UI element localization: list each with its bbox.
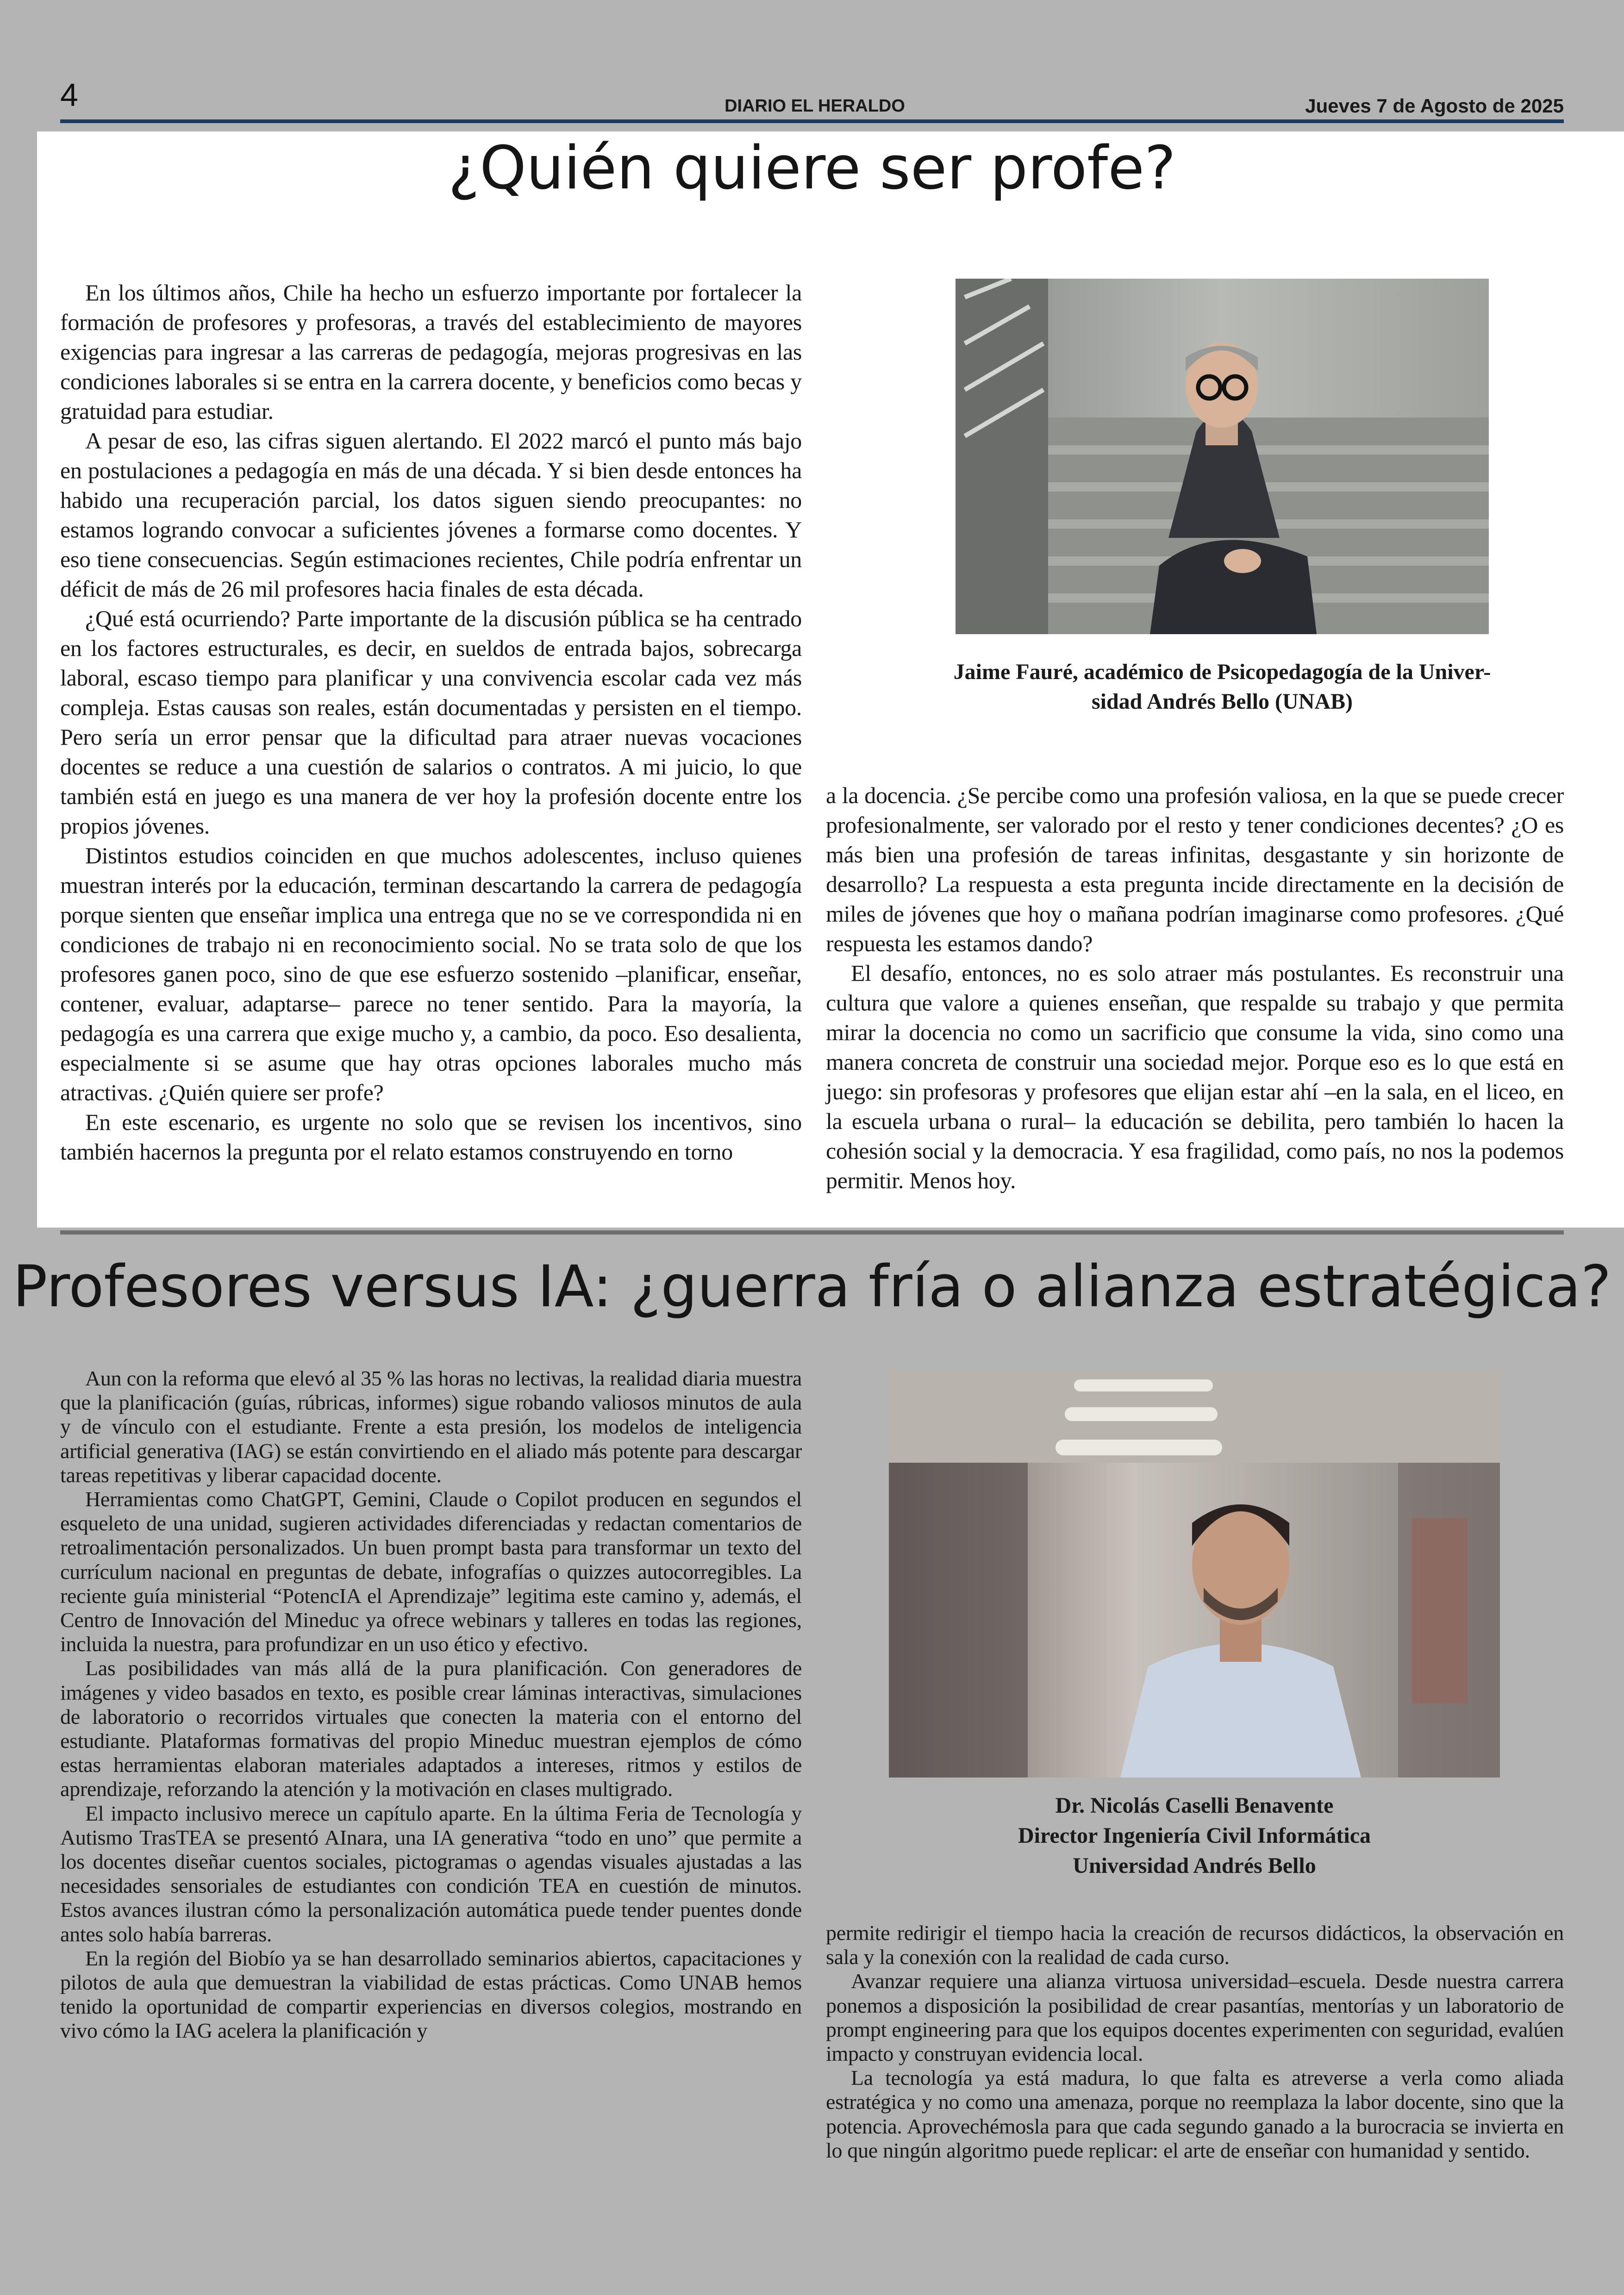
- article-2-right-column: [826, 1921, 1564, 2163]
- caption-line: Dr. Nicolás Caselli Benavente: [1055, 1793, 1334, 1818]
- photo-jaime-faure: [956, 279, 1489, 634]
- photo-2-caption: [889, 1790, 1500, 1881]
- paragraph: Distintos estudios coinciden en que muchos adolescentes, incluso quienes muestran interés por la educación, terminan descartando la carrera de pedagogía porque sienten que enseñar implica una entrega que no se ve correspondida ni en condiciones de trabajo ni en reconocimiento social. No se trata solo de que los profesores ganen poco, sino de que ese esfuerzo sostenido –planificar, enseñar, contener, evaluar, adaptarse– parece no tener sentido. Para la mayoría, la pedagogía es una carrera que exige mucho y, a cambio, da poco. Eso desalienta, especialmente si se asume que hay otras opciones laborales mucho más atractivas. ¿Quién quiere ser profe?: [60, 842, 802, 1105]
- caption-line: sidad Andrés Bello (UNAB): [1091, 689, 1353, 714]
- paragraph: ¿Qué está ocurriendo? Parte importante de la discusión pública se ha centrado en los factores estructurales, es decir, en sueldos de entrada bajos, sobrecarga laboral, escaso tiempo para planificar y una convivencia escolar cada vez más compleja. Estas causas son reales, están documentadas y persisten en el tiempo. Pero sería un error pensar que la dificultad para atraer nuevas vocaciones docentes se reduce a una cuestión de salarios o contratos. A mi juicio, lo que también está en juego es una manera de ver hoy la profesión docente entre los propios jóvenes.: [60, 605, 802, 839]
- paragraph: El desafío, entonces, no es solo atraer más postulantes. Es reconstruir una cultura que valore a quienes enseñan, que respalde su trabajo y que permita mirar la docencia no como un sacrificio que consume la vida, sino como una manera concreta de construir una sociedad mejor. Porque eso es lo que está en juego: sin profesoras y profesores que elijan estar ahí –en la sala, en el liceo, en la escuela urbana o rural– la educación se debilita, pero también lo hacen la cohesión social y la democracia. Y esa fragilidad, como país, no nos la podemos permitir. Menos hoy.: [826, 960, 1564, 1193]
- paragraph: El impacto inclusivo merece un capítulo aparte. En la última Feria de Tecnología y Autismo TrasTEA se presentó AInara, una IA generativa “todo en uno” que permite a los docentes diseñar cuentos sociales, pictogramas o agendas visuales ajustadas a las necesidades sensoriales de estudiantes con condición TEA en cuestión de minutos. Estos avances ilustran cómo la personalización automática puede tender puentes donde antes solo había barreras.: [60, 1801, 802, 1946]
- paragraph: En este escenario, es urgente no solo que se revisen los incentivos, sino también hacernos la pregunta por el relato estamos construyendo en torno: [60, 1109, 802, 1165]
- photo-1-caption: [907, 657, 1537, 717]
- article-1-title: ¿Quién quiere ser profe?: [448, 134, 1176, 203]
- issue-date: Jueves 7 de Agosto de 2025: [1305, 95, 1564, 117]
- paragraph: Las posibilidades van más allá de la pura planificación. Con generadores de imágenes y video basados en texto, es posible crear láminas interactivas, simulaciones de laboratorio o recorridos virtuales que conecten la materia con el entorno del estudiante. Plataformas formativas del propio Mineduc muestran ejemplos de cómo estas herramientas elaboran materiales adaptados a intereses, ritmos y estilos de aprendizaje, reforzando la atención y la motivación en clases multigrado.: [60, 1656, 802, 1801]
- paragraph: Herramientas como ChatGPT, Gemini, Claude o Copilot producen en segundos el esqueleto de una unidad, sugieren actividades diferenciadas y redactan comentarios de retroalimentación personalizados. Un buen prompt basta para transformar un texto del currículum nacional en preguntas de debate, infografías o quizzes autocorregibles. La reciente guía ministerial “PotencIA el Aprendizaje” legitima este camino y, además, el Centro de Innovación del Mineduc ya ofrece webinars y talleres en todas las regiones, incluida la nuestra, para profundizar en un uso ético y efectivo.: [60, 1487, 802, 1656]
- paragraph: La tecnología ya está madura, lo que falta es atreverse a verla como aliada estratégica y no como una amenaza, porque no reemplaza la labor docente, sino que la potencia. Aprovechémosla para que cada segundo ganado a la burocracia se invierta en lo que ningún algoritmo puede replicar: el arte de enseñar con humanidad y sentido.: [826, 2066, 1564, 2162]
- page-number: 4: [60, 77, 78, 113]
- paragraph: En la región del Biobío ya se han desarrollado seminarios abiertos, capacitaciones y pilotos de aula que demuestran la viabilidad de estas prácticas. Como UNAB hemos tenido la oportunidad de compartir experiencias en diversos colegios, mostrando en vivo cómo la IAG acelera la planificación y: [60, 1946, 802, 2043]
- paragraph: Avanzar requiere una alianza virtuosa universidad–escuela. Desde nuestra carrera ponemos a disposición la posibilidad de crear pasantías, mentorías y un laboratorio de prompt engineering para que los equipos docentes experimenten con seguridad, evalúen impacto y construyan evidencia local.: [826, 1969, 1564, 2066]
- caption-line: Director Ingeniería Civil Informática: [1018, 1823, 1371, 1848]
- newspaper-name: DIARIO EL HERALDO: [725, 96, 905, 116]
- caption-line: Universidad Andrés Bello: [1073, 1853, 1316, 1878]
- paragraph: permite redirigir el tiempo hacia la creación de recursos didácticos, la observación en sala y la conexión con la realidad de cada curso.: [826, 1921, 1564, 1969]
- section-divider: [60, 1230, 1564, 1235]
- photo-nicolas-caselli: [889, 1370, 1500, 1777]
- paragraph: Aun con la reforma que elevó al 35 % las horas no lectivas, la realidad diaria muestra que la planificación (guías, rúbricas, informes) sigue robando valiosos minutos de aula y de vínculo con el estudiante. Frente a esta presión, los modelos de inteligencia artificial generativa (IAG) se están convirtiendo en el aliado más potente para descargar tareas repetitivas y liberar capacidad docente.: [60, 1366, 802, 1487]
- article-2-left-column: [60, 1366, 802, 2043]
- article-2-title: Profesores versus IA: ¿guerra fría o alianza estratégica?: [12, 1254, 1612, 1320]
- article-1-right-column: [826, 780, 1564, 1195]
- caption-line: Jaime Fauré, académico de Psicopedagogía de la Univer-: [953, 660, 1491, 684]
- paragraph: A pesar de eso, las cifras siguen alertando. El 2022 marcó el punto más bajo en postulaciones a pedagogía en más de una década. Y si bien desde entonces ha habido una recuperación parcial, los datos siguen siendo preocupantes: no estamos logrando convocar a suficientes jóvenes a formarse como docentes. Y eso tiene consecuencias. Según estimaciones recientes, Chile podría enfrentar un déficit de más de 26 mil profesores hacia finales de esta década.: [60, 428, 802, 602]
- header-rule: [60, 119, 1564, 123]
- paragraph: En los últimos años, Chile ha hecho un esfuerzo importante por fortalecer la formación de profesores y profesoras, a través del establecimiento de mayores exigencias para ingresar a las carreras de pedagogía, mejoras progresivas en las condiciones laborales si se entra en la carrera docente, y beneficios como becas y gratuidad para estudiar.: [60, 280, 802, 424]
- paragraph: a la docencia. ¿Se percibe como una profesión valiosa, en la que se puede crecer profesionalmente, ser valorado por el resto y tener condiciones decentes? ¿O es más bien una profesión de tareas infinitas, desgastante y sin horizonte de desarrollo? La respuesta a esta pregunta incide directamente en la decisión de miles de jóvenes que hoy o mañana podrían imaginarse como profesores. ¿Qué respuesta les estamos dando?: [826, 782, 1564, 956]
- article-1-left-column: [60, 278, 802, 1166]
